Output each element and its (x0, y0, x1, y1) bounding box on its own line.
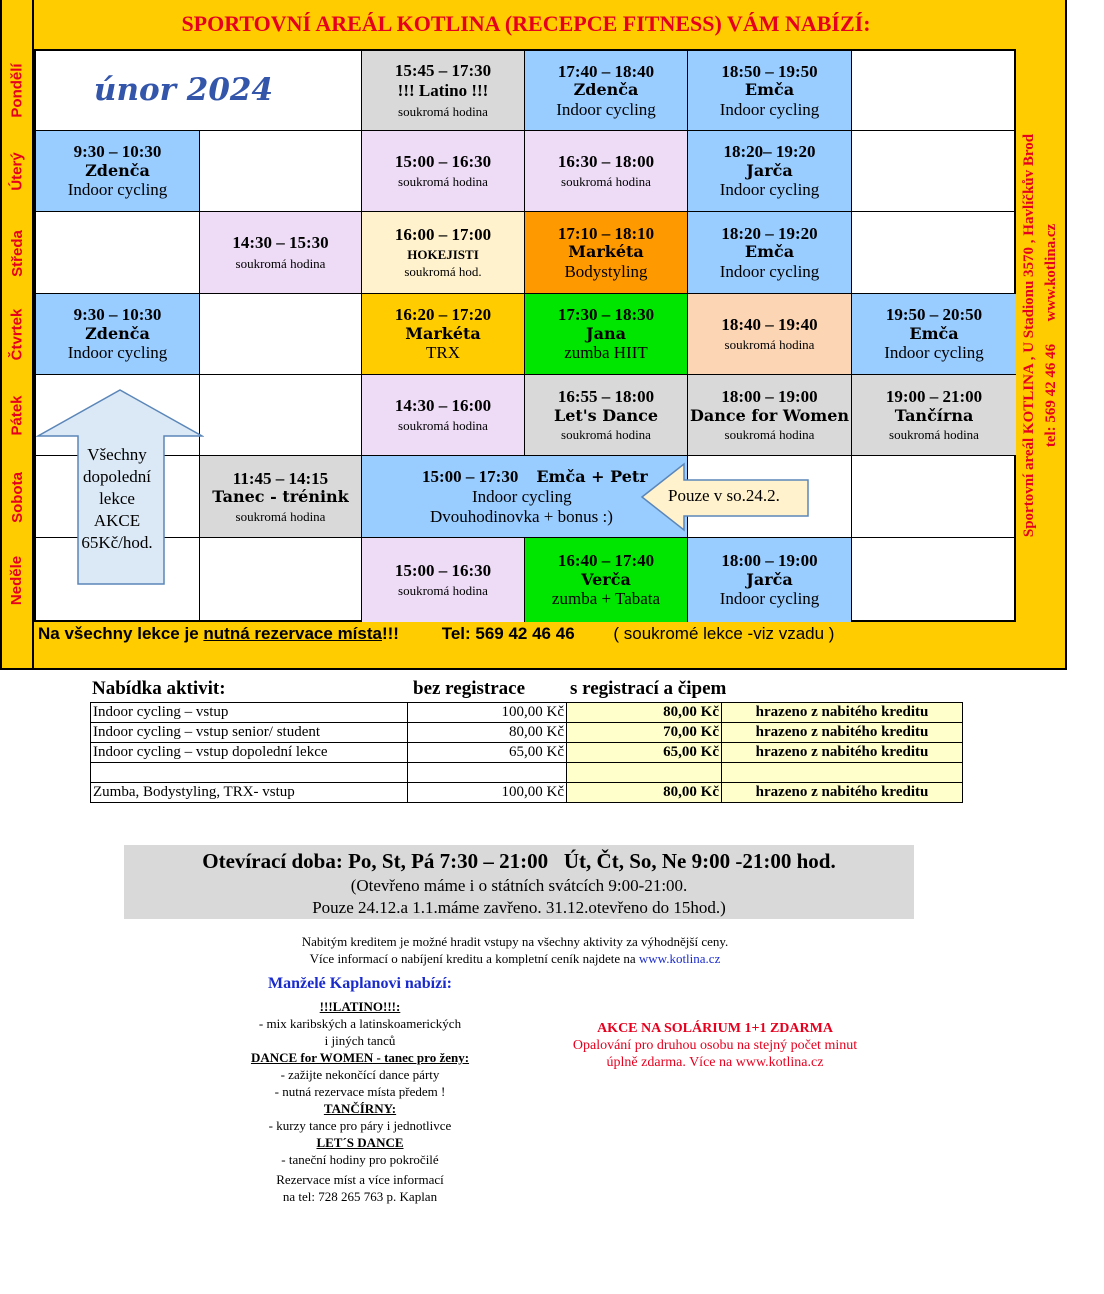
empty-cell (200, 375, 362, 456)
empty-cell (200, 294, 362, 375)
lesson-cell: 9:30 – 10:30 Zdenča Indoor cycling (36, 294, 200, 375)
solarium-promo: AKCE NA SOLÁRIUM 1+1 ZDARMA Opalování pro druhou osobu na stejný počet minut úplně zdarma. Více na www.kotlina.cz (572, 1021, 858, 1070)
lesson-cell: 19:00 – 21:00 Tančírna soukromá hodina (852, 375, 1016, 456)
lesson-cell: 17:40 – 18:40 Zdenča Indoor cycling (525, 51, 688, 131)
lesson-cell: 18:20 – 19:20 Emča Indoor cycling (688, 212, 852, 294)
offer-heading: Nabídka aktivit: bez registrace s registrací a čipem (92, 678, 727, 699)
lesson-cell: 18:50 – 19:50 Emča Indoor cycling (688, 51, 852, 131)
saturday-note: Pouze v so.24.2. (668, 486, 780, 505)
month-cell (36, 51, 362, 131)
lesson-cell: 9:30 – 10:30 Zdenča Indoor cycling (36, 131, 200, 212)
lesson-cell: 16:20 – 17:20 Markéta TRX (362, 294, 525, 375)
lesson-cell: 18:20– 19:20 Jarča Indoor cycling (688, 131, 852, 212)
lesson-cell: 16:00 – 17:00 HOKEJISTI soukromá hod. (362, 212, 525, 294)
credit-info: Nabitým kreditem je možné hradit vstupy na všechny aktivity za výhodnější ceny. Více informací o nabíjení kreditu a kompletní ceník najdete na www.kotlina.cz (301, 934, 729, 966)
empty-cell (852, 456, 1016, 538)
page-title: SPORTOVNÍ AREÁL KOTLINA (RECEPCE FITNESS) VÁM NABÍZÍ: (181, 11, 871, 36)
lesson-cell: 18:00 – 19:00 Dance for Women soukromá hodina (688, 375, 852, 456)
table-row: Indoor cycling – vstup senior/ student 80,00 Kč 70,00 Kč hrazeno z nabitého kreditu (91, 723, 963, 743)
day-label: Sobota (8, 471, 26, 523)
kaplan-info: !!!LATINO!!!: - mix karibských a latinskoamerických i jiných tanců DANCE for WOMEN - tanec pro ženy: - zažijte nekončící dance párty - nutná rezervace místa předem ! TANČÍRNY: - kurzy tance pro páry i jednotlivce LET´S DANCE - taneční hodiny pro pokročilé Rezervace míst a více informací na tel: 728 265 763 p. Kaplan (250, 999, 470, 1204)
lesson-cell: 15:00 – 16:30 soukromá hodina (362, 538, 525, 622)
price-table (90, 702, 963, 803)
lesson-cell: 18:00 – 19:00 Jarča Indoor cycling (688, 538, 852, 622)
day-label: Středa (8, 229, 26, 277)
lesson-cell: 14:30 – 16:00 soukromá hodina (362, 375, 525, 456)
website-link[interactable]: www.kotlina.cz (638, 951, 721, 966)
day-label: Pátek (8, 395, 26, 436)
day-strip (0, 0, 34, 670)
lesson-cell: 15:00 – 16:30 soukromá hodina (362, 131, 525, 212)
lesson-cell: 17:30 – 18:30 Jana zumba HIIT (525, 294, 688, 375)
reservation-line: Na všechny lekce je nutná rezervace místa!!! Tel: 569 42 46 46 ( soukromé lekce -viz vzadu ) (38, 624, 835, 643)
day-label: Úterý (8, 152, 26, 191)
morning-promo-note: Všechny dopolední lekce AKCE 65Kč/hod. (81, 445, 153, 552)
lesson-cell: 11:45 – 14:15 Tanec - trénink soukromá hodina (200, 456, 362, 538)
empty-cell (200, 538, 362, 622)
day-label: Pondělí (8, 63, 26, 118)
empty-cell (200, 131, 362, 212)
lesson-cell: 17:10 – 18:10 Markéta Bodystyling (525, 212, 688, 294)
day-label: Neděle (8, 555, 26, 605)
empty-cell (852, 51, 1016, 131)
contact-vertical: Sportovní areál KOTLINA , U Stadionu 3570 , Havlíčkův Brod tel: 569 42 46 46 www.kotlina.cz (1021, 133, 1060, 537)
empty-cell (852, 131, 1016, 212)
lesson-cell: 15:45 – 17:30 !!! Latino !!! soukromá hodina (362, 51, 525, 131)
lesson-cell: 16:40 – 17:40 Verča zumba + Tabata (525, 538, 688, 622)
lesson-cell-wide: 15:00 – 17:30 Emča + Petr Indoor cycling Dvouhodinovka + bonus :) (362, 456, 688, 538)
empty-cell (852, 212, 1016, 294)
table-row: Indoor cycling – vstup dopolední lekce 65,00 Kč 65,00 Kč hrazeno z nabitého kreditu (91, 743, 963, 763)
month-title: únor 2024 (93, 71, 274, 108)
table-row (91, 763, 963, 783)
day-label: Čtvrtek (8, 308, 26, 361)
lesson-cell: 16:30 – 18:00 soukromá hodina (525, 131, 688, 212)
lesson-cell: 16:55 – 18:00 Let's Dance soukromá hodina (525, 375, 688, 456)
table-row: Indoor cycling – vstup 100,00 Kč 80,00 Kč hrazeno z nabitého kreditu (91, 703, 963, 723)
lesson-cell: 19:50 – 20:50 Emča Indoor cycling (852, 294, 1016, 375)
kaplan-heading: Manželé Kaplanovi nabízí: (268, 975, 452, 992)
lesson-cell: 14:30 – 15:30 soukromá hodina (200, 212, 362, 294)
opening-hours: Otevírací doba: Po, St, Pá 7:30 – 21:00 Út, Čt, So, Ne 9:00 -21:00 hod. (Otevřeno máme i o státních svátcích 9:00-21:00. Pouze 24.12.a 1.1.máme zavřeno. 31.12.otevřeno do 15hod.) (124, 845, 914, 919)
empty-cell (36, 212, 200, 294)
table-row: Zumba, Bodystyling, TRX- vstup 100,00 Kč 80,00 Kč hrazeno z nabitého kreditu (91, 783, 963, 803)
empty-cell (852, 538, 1016, 622)
lesson-cell: 18:40 – 19:40 soukromá hodina (688, 294, 852, 375)
